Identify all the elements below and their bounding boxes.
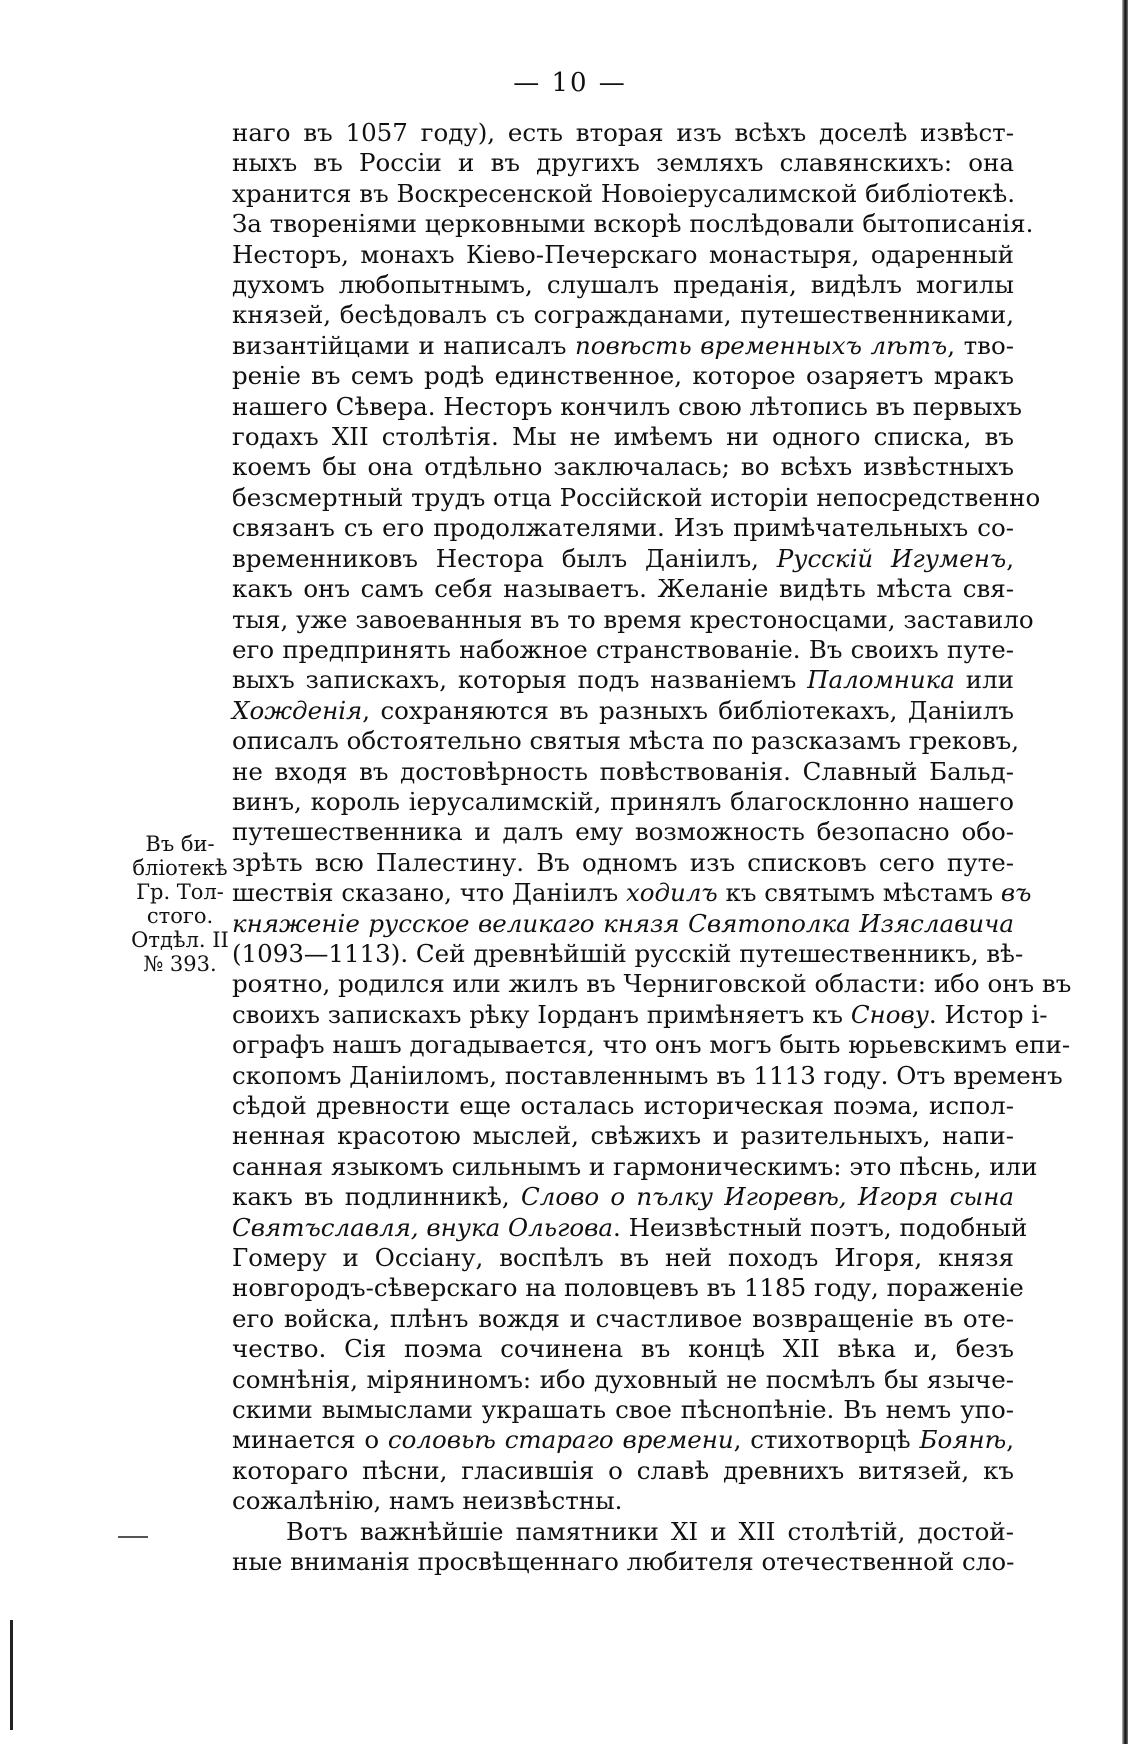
text-line — [232, 361, 1014, 391]
text-segment: князей, бесѣдовалъ съ согражданами, путешественниками, — [232, 300, 1014, 330]
text-segment: сѣдой древности еще осталась историческая поэма, испол- — [232, 1091, 1014, 1120]
text-segment: хранится въ Воскресенской Новоіерусалимской библіотекѣ. — [232, 178, 1016, 208]
italic-text: княженіе русское великаго князя Святополка Изяславича — [232, 908, 1014, 938]
text-segment: роятно, родился или жилъ въ Черниговской области: ибо онъ въ — [232, 969, 1072, 999]
text-line — [232, 1425, 1014, 1455]
text-segment: не входя въ достовѣрность повѣствованія. Славный Бальд- — [232, 756, 1014, 786]
text-segment: новгородъ-сѣверскаго на половцевъ въ 1185 году, пораженіе — [232, 1273, 1024, 1303]
italic-text: Снову — [850, 999, 929, 1029]
margin-note-line: бліотекѣ — [132, 856, 228, 880]
text-line — [232, 999, 1048, 1030]
text-line — [232, 969, 1072, 999]
text-segment: ные вниманія просвѣщеннаго любителя отечественной сло- — [232, 1547, 1015, 1577]
page-edge-shadow — [1122, 0, 1128, 1744]
text-segment: (1093—1113). Сей древнѣйшій русскій путешественникъ, вѣ- — [232, 938, 1024, 968]
margin-note-line: Въ би- — [145, 832, 215, 856]
text-line — [232, 240, 1014, 270]
text-line — [232, 1151, 1038, 1182]
text-segment: византійцами и написалъ — [232, 330, 576, 360]
margin-note-line: Отдѣл. II — [131, 928, 229, 952]
text-line — [232, 726, 1020, 756]
italic-text: соловьѣ стараго времени — [387, 1425, 734, 1455]
italic-text: повѣсть временныхъ лѣтъ — [575, 330, 948, 360]
text-segment: , стихотворцѣ — [733, 1425, 920, 1455]
text-segment: связанъ съ его продолжателями. Изъ примѣчательныхъ со- — [232, 513, 1014, 543]
text-line — [232, 270, 1014, 300]
italic-text: ходилъ — [625, 878, 718, 908]
text-segment: духомъ любопытнымъ, слушалъ преданія, видѣлъ могилы — [232, 270, 1014, 300]
italic-text: Русскій Игуменъ — [776, 543, 1007, 573]
text-line — [232, 1030, 1071, 1060]
text-line — [232, 422, 1014, 452]
text-line — [232, 1395, 1014, 1425]
text-line — [232, 1365, 1014, 1395]
text-line — [232, 1243, 1014, 1273]
text-segment: коемъ бы она отдѣльно заключалась; во всѣхъ извѣстныхъ — [232, 452, 1014, 482]
text-segment: сожалѣнію, намъ неизвѣстны. — [232, 1486, 623, 1516]
text-line — [232, 1304, 1014, 1334]
text-line — [232, 513, 1014, 543]
text-segment: временниковъ Нестора былъ Даніилъ, — [232, 543, 777, 573]
text-segment: , — [1006, 1425, 1014, 1455]
text-line — [232, 331, 1014, 361]
text-line — [232, 1273, 1024, 1303]
text-segment: къ святымъ мѣстамъ — [717, 878, 1001, 908]
text-segment: тыя, уже завоеванныя въ то время крестоносцами, заставило — [232, 604, 1034, 634]
text-line — [232, 452, 1014, 482]
italic-text: въ — [1000, 878, 1032, 908]
margin-note-line: стого. — [146, 904, 214, 928]
body-text — [232, 118, 1072, 1578]
text-line — [232, 757, 1014, 787]
text-line — [232, 1091, 1014, 1121]
italic-text: Слово о пълку Игоревѣ, Игоря сына — [520, 1182, 1014, 1212]
text-segment: скими вымыслами украшать свое пѣснопѣніе. Въ немъ упо- — [232, 1395, 1014, 1425]
text-segment: какъ онъ самъ себя называетъ. Желаніе видѣть мѣста свя- — [232, 574, 1014, 604]
text-line — [232, 118, 1014, 148]
text-segment: . Истор і- — [928, 999, 1048, 1029]
text-line — [232, 1517, 1014, 1547]
scan-mark — [118, 1536, 148, 1538]
text-line — [232, 1212, 1028, 1243]
text-segment: его предпринять набожное странствованіе. Въ своихъ путе- — [232, 634, 1014, 664]
text-segment: безсмертный трудъ отца Россійской исторіи непосредственно — [232, 482, 1041, 512]
text-line — [232, 209, 1034, 239]
text-segment: или — [954, 665, 1014, 695]
text-segment: зрѣть всю Палестину. Въ одномъ изъ списковъ сего путе- — [232, 847, 1014, 877]
text-segment: своихъ запискахъ рѣку Іорданъ примѣняетъ къ — [232, 999, 851, 1029]
text-segment: котораго пѣсни, гласившія о славѣ древнихъ витязей, къ — [232, 1455, 1014, 1485]
text-line — [232, 604, 1034, 635]
text-segment: винъ, король іерусалимскій, принялъ благосклонно нашего — [232, 786, 1014, 816]
text-line — [232, 1486, 1014, 1516]
text-line — [232, 787, 1014, 817]
text-segment: путешественника и далъ ему возможность безопасно обо- — [232, 817, 1014, 847]
text-line — [232, 635, 1014, 665]
text-segment: шествія сказано, что Даніилъ — [232, 878, 626, 908]
text-line — [232, 482, 1041, 513]
text-line — [232, 179, 1014, 209]
text-line — [232, 544, 1014, 574]
text-segment: выхъ запискахъ, которыя подъ названіемъ — [232, 665, 808, 695]
text-line — [232, 848, 1014, 878]
text-line — [232, 909, 1014, 939]
text-segment: нашего Сѣвера. Несторъ кончилъ свою лѣтопись въ первыхъ — [232, 391, 1022, 421]
text-line — [232, 878, 1032, 908]
text-line — [232, 665, 1014, 695]
text-segment: реніе въ семъ родѣ единственное, которое озаряетъ мракъ — [232, 361, 1014, 391]
text-segment: чество. Сія поэма сочинена въ концѣ XII вѣка и, безъ — [232, 1334, 1014, 1364]
margin-note-line: Гр. Тол- — [136, 880, 224, 904]
text-line — [232, 938, 1024, 969]
italic-text: Святъславля, внука Ольгова — [232, 1212, 614, 1242]
text-line — [232, 1547, 1014, 1577]
text-segment: описалъ обстоятельно святыя мѣста по разсказамъ грековъ, — [232, 726, 1020, 756]
text-segment: сомнѣнія, міряниномъ: ибо духовный не посмѣлъ бы языче- — [232, 1364, 1014, 1394]
text-segment: Гомеру и Оссіану, воспѣлъ въ ней походъ Игоря, князя — [232, 1243, 1014, 1273]
text-line — [232, 1182, 1014, 1212]
italic-text: Паломника — [807, 665, 955, 695]
text-line — [232, 696, 1014, 726]
text-segment: Вотъ важнѣйшіе памятники XI и XII столѣтій, достой- — [286, 1516, 1014, 1546]
text-segment: какъ въ подлинникѣ, — [232, 1182, 521, 1212]
text-segment: ныхъ въ Россіи и въ другихъ земляхъ славянскихъ: она — [232, 148, 1014, 178]
page-number: — 10 — — [513, 68, 627, 98]
margin-note — [128, 832, 232, 976]
text-line — [232, 1456, 1014, 1486]
text-segment: минается о — [232, 1425, 388, 1455]
text-segment: санная языкомъ сильнымъ и гармоническимъ: это пѣснь, или — [232, 1151, 1038, 1181]
margin-note-line: № 393. — [143, 952, 217, 976]
text-line — [232, 300, 1014, 330]
text-segment: годахъ XII столѣтія. Мы не имѣемъ ни одного списка, въ — [232, 422, 1014, 452]
scan-mark — [10, 1620, 13, 1730]
text-segment: , сохраняются въ разныхъ библіотекахъ, Даніилъ — [362, 695, 1014, 725]
text-line — [232, 1334, 1014, 1364]
text-line — [232, 574, 1014, 604]
text-line — [232, 817, 1014, 847]
text-line — [232, 1060, 1063, 1091]
text-segment: наго въ 1057 году), есть вторая изъ всѣхъ доселѣ извѣст- — [232, 118, 1014, 147]
text-line — [232, 148, 1014, 178]
text-segment: , — [1006, 543, 1014, 573]
text-segment: Несторъ, монахъ Кіево-Печерскаго монастыря, одаренный — [232, 239, 1014, 269]
text-segment: , тво- — [947, 330, 1015, 360]
text-segment: ненная красотою мыслей, свѣжихъ и разительныхъ, напи- — [232, 1121, 1014, 1151]
text-segment: его войска, плѣнъ вождя и счастливое возвращеніе въ оте- — [232, 1303, 1014, 1333]
italic-text: Боянѣ — [919, 1425, 1007, 1455]
text-line — [232, 1121, 1014, 1151]
italic-text: Хожденія — [232, 695, 363, 725]
text-segment: За твореніями церковными вскорѣ послѣдовали бытописанія. — [232, 209, 1034, 239]
text-segment: . Неизвѣстный поэтъ, подобный — [613, 1212, 1028, 1242]
text-line — [232, 391, 1022, 422]
text-segment: скопомъ Даніиломъ, поставленнымъ въ 1113 году. Отъ временъ — [232, 1060, 1063, 1090]
text-segment: ографъ нашъ догадывается, что онъ могъ быть юрьевскимъ епи- — [232, 1030, 1071, 1060]
